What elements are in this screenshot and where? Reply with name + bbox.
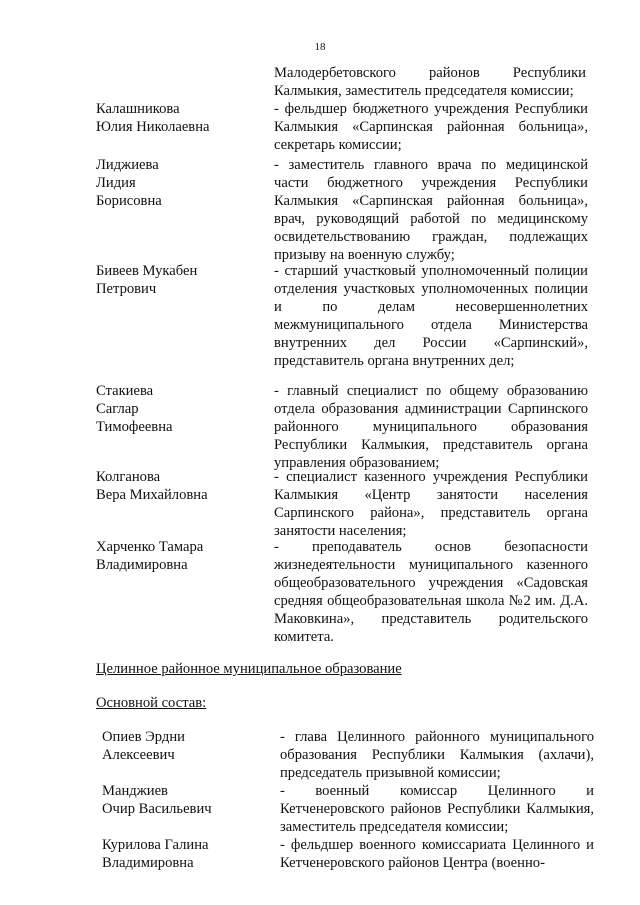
member-description: - фельдшер военного комиссариата Целинного и Кетченеровского районов Центра (военно- <box>280 837 594 871</box>
member-description: - военный комиссар Целинного и Кетченеровского районов Республики Калмыкия, заместитель председателя комиссии; <box>280 783 594 835</box>
continuation-text: Малодербетовского районов Республики Калмыкия, заместитель председателя комиссии; <box>274 65 586 99</box>
member-description: - фельдшер бюджетного учреждения Республики Калмыкия «Сарпинская районная больница», секретарь комиссии; <box>274 101 588 153</box>
member-description: - глава Целинного районного муниципального образования Республики Калмыкия (ахлачи), председатель призывной комиссии; <box>280 729 594 781</box>
member-name: Бивеев Мукабен Петрович <box>96 263 198 297</box>
member-description: - преподаватель основ безопасности жизнедеятельности муниципального казенного общеобразовательного учреждения «Садовская средняя общеобразовательная школа №2 им. Д.А. Маковкина», представитель родительского комитета. <box>274 539 588 645</box>
member-description: - заместитель главного врача по медицинской части бюджетного учреждения Республики Калмыкия «Сарпинская районная больница», врач, руководящий работой по медицинскому освидетельствованию граждан, подлежащих призыву на военную службу; <box>274 157 588 263</box>
page-number: 18 <box>314 41 326 53</box>
member-description: - специалист казенного учреждения Республики Калмыкия «Центр занятости населения Сарпинского района», представитель органа занятости населения; <box>274 469 588 539</box>
member-name: Лиджиева Лидия Борисовна <box>96 157 162 209</box>
member-name: Калашникова Юлия Николаевна <box>96 101 210 135</box>
member-description: - старший участковый уполномоченный полиции отделения участковых уполномоченных полиции и по делам несовершеннолетних межмуниципального отдела Министерства внутренних дел России «Сарпинский», представитель органа внутренних дел; <box>274 263 588 369</box>
member-name: Харченко Тамара Владимировна <box>96 539 204 573</box>
subsection-title: Основной состав: <box>96 695 207 711</box>
member-name: Курилова Галина Владимировна <box>102 837 209 871</box>
member-description: - главный специалист по общему образованию отдела образования администрации Сарпинского районного муниципального образования Республики Калмыкия, представитель органа управления образованием; <box>274 383 588 471</box>
member-name: Манджиев Очир Васильевич <box>102 783 212 817</box>
section-title: Целинное районное муниципальное образование <box>96 661 402 677</box>
member-name: Опиев Эрдни Алексеевич <box>102 729 185 763</box>
member-name: Колганова Вера Михайловна <box>96 469 208 503</box>
member-name: Стакиева Саглар Тимофеевна <box>96 383 173 435</box>
